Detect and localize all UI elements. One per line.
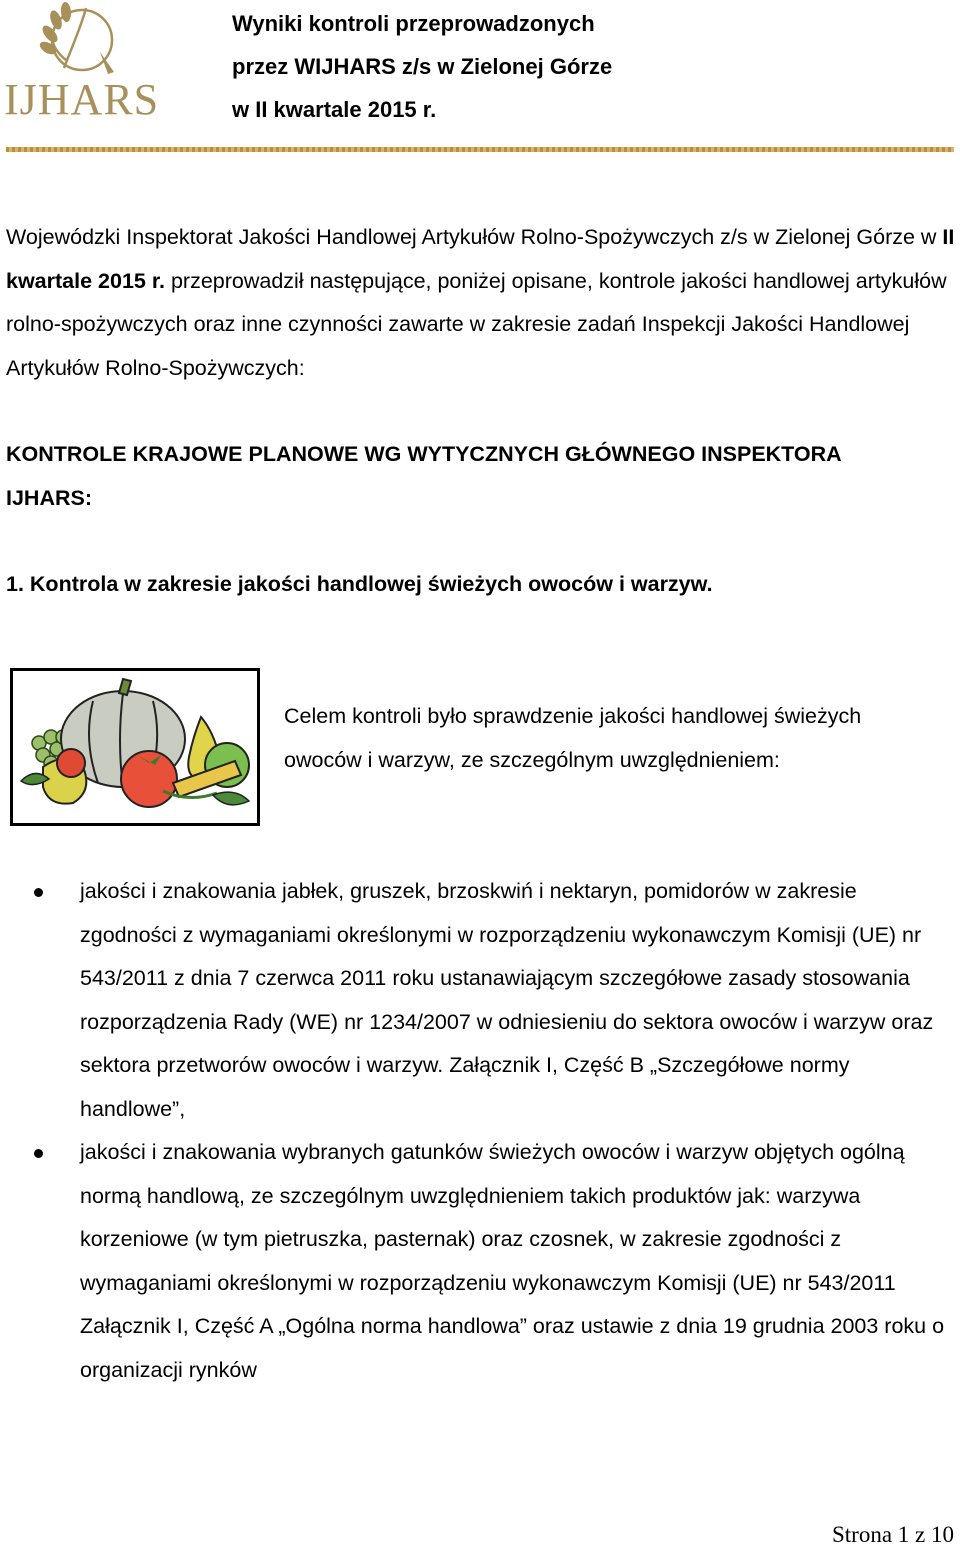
bullet-icon	[34, 1149, 43, 1158]
document-title	[232, 2, 752, 131]
subsection-heading: 1. Kontrola w zakresie jakości handlowej świeżych owoców i warzyw.	[6, 572, 713, 596]
ijhars-logo	[4, 2, 160, 124]
section-heading: KONTROLE KRAJOWE PLANOWE WG WYTYCZNYCH GŁÓWNEGO INSPEKTORA IJHARS:	[6, 442, 841, 510]
intro-bold-period: II kwartale 2015 r.	[6, 225, 955, 293]
bullet-list	[30, 870, 956, 1392]
list-item-text: jakości i znakowania wybranych gatunków świeżych owoców i warzyw objętych ogólną normą handlową, ze szczególnym uwzględnieniem takich produktów jak: warzywa korzeniowe (w tym pietruszka, pasternak) oraz czosnek, w zakresie zgodności z wymaganiami określonymi w rozporządzeniu wykonawczym Komisji (UE) nr 543/2011 Załącznik I, Część A „Ogólna norma handlowa” oraz ustawie z dnia 19 grudnia 2003 roku o organizacji rynków	[80, 1140, 945, 1382]
list-item	[30, 870, 956, 1131]
bullet-icon	[34, 888, 43, 897]
aim-paragraph: Celem kontroli było sprawdzenie jakości handlowej świeżych owoców i warzyw, ze szczególnym uwzględnieniem:	[284, 704, 862, 772]
fruit-vegetables-illustration	[10, 668, 260, 826]
title-line-1: Wyniki kontroli przeprowadzonych	[232, 11, 595, 36]
header-divider	[6, 147, 954, 152]
intro-paragraph	[6, 216, 956, 390]
list-item	[30, 1131, 956, 1392]
list-item-text: jakości i znakowania jabłek, gruszek, brzoskwiń i nektaryn, pomidorów w zakresie zgodności z wymaganiami określonymi w rozporządzeniu wykonawczym Komisji (UE) nr 543/2011 z dnia 7 czerwca 2011 roku ustanawiającym szczegółowe zasady stosowania rozporządzenia Rady (WE) nr 1234/2007 w odniesieniu do sektora owoców i warzyw oraz sektora przetworów owoców i warzyw. Załącznik I, Część B „Szczegółowe normy handlowe”,	[80, 879, 934, 1121]
page-number: Strona 1 z 10	[831, 1522, 954, 1547]
intro-text-2: przeprowadził następujące, poniżej opisane, kontrole jakości handlowej artykułów rolno-spożywczych oraz inne czynności zawarte w zakresie zadań Inspekcji Jakości Handlowej Artykułów Rolno-Spożywczych:	[6, 268, 947, 380]
title-line-3: w II kwartale 2015 r.	[232, 97, 437, 122]
title-line-2: przez WIJHARS z/s w Zielonej Górze	[232, 54, 613, 79]
intro-text-1: Wojewódzki Inspektorat Jakości Handlowej Artykułów Rolno-Spożywczych z/s w Zielonej Górze w	[6, 225, 943, 249]
wheat-emblem-icon	[4, 2, 144, 82]
logo-text: IJHARS	[4, 75, 160, 124]
